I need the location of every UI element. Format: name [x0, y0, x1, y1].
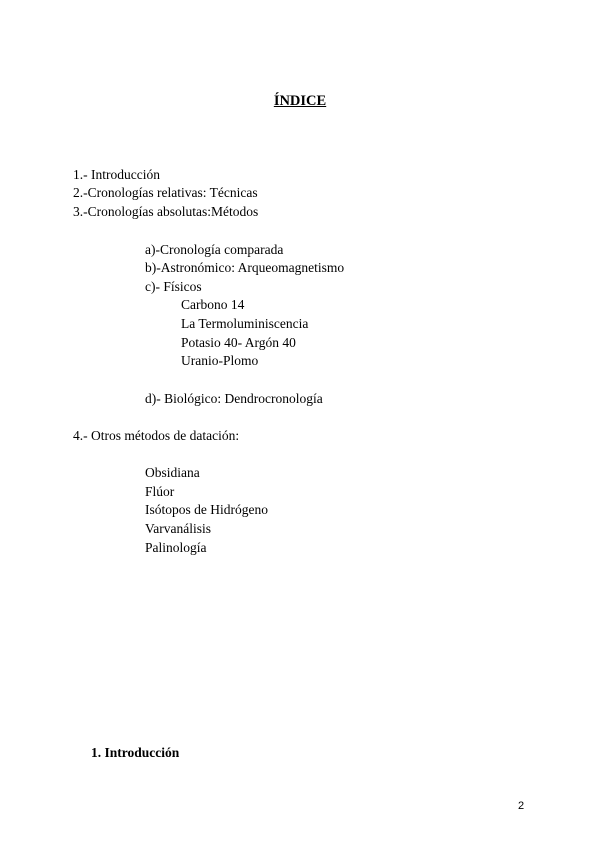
- toc-subitem-biologico: d)- Biológico: Dendrocronología: [145, 391, 323, 406]
- toc-item-cronologias-absolutas: 3.-Cronologías absolutas:Métodos: [73, 204, 259, 219]
- toc-item-cronologias-relativas: 2.-Cronologías relativas: Técnicas: [73, 185, 258, 200]
- toc-subitem: Flúor: [145, 484, 175, 499]
- toc-item-introduccion: 1.- Introducción: [73, 167, 160, 182]
- toc-subitem-astronomico: b)-Astronómico: Arqueomagnetismo: [145, 260, 345, 275]
- toc-subitem: Varvanálisis: [145, 521, 211, 536]
- toc-subitem: Isótopos de Hidrógeno: [145, 502, 268, 517]
- section-heading: 1. Introducción: [91, 745, 180, 760]
- page-title: ÍNDICE: [273, 93, 327, 109]
- toc-subsubitem: Potasio 40- Argón 40: [181, 335, 296, 350]
- toc-subsubitem: La Termoluminiscencia: [181, 316, 309, 331]
- toc-subitem-fisicos: c)- Físicos: [145, 279, 202, 294]
- toc-subitem: Palinología: [145, 540, 207, 555]
- toc-subsubitem: Carbono 14: [181, 297, 245, 312]
- toc-subitem-cronologia-comparada: a)-Cronología comparada: [145, 242, 284, 257]
- toc-subsubitem: Uranio-Plomo: [181, 353, 259, 368]
- page-number: 2: [518, 800, 525, 812]
- toc-item-otros-metodos: 4.- Otros métodos de datación:: [73, 428, 240, 443]
- toc-subitem: Obsidiana: [145, 465, 200, 480]
